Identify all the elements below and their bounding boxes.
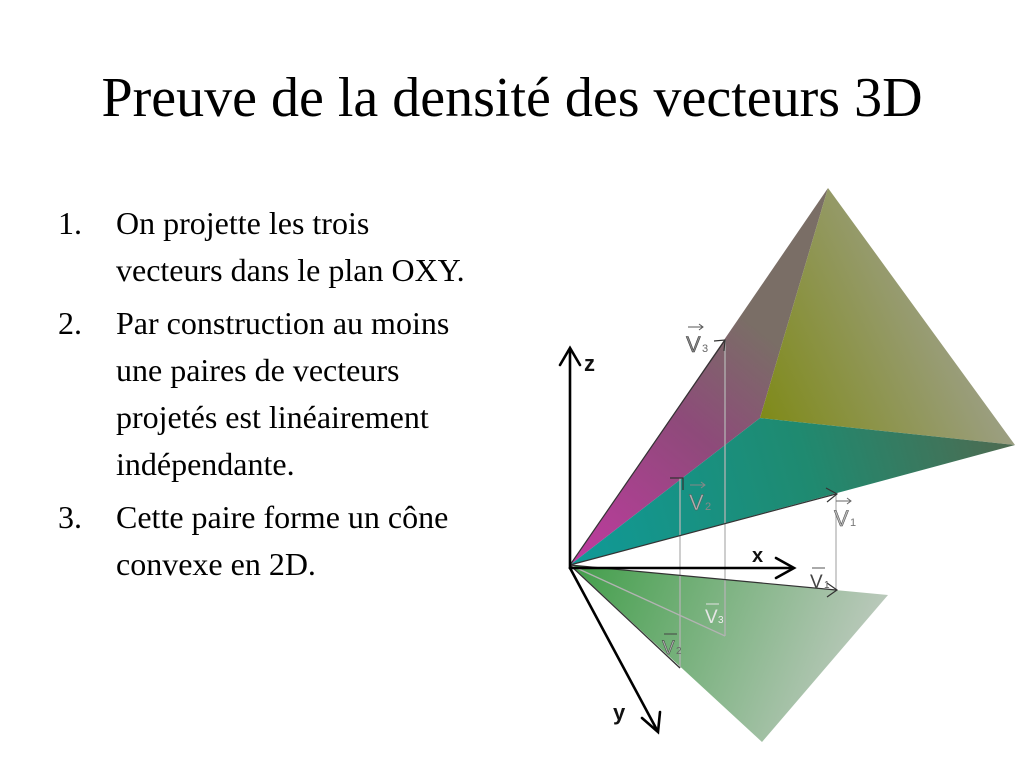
v3-letter: V [686, 332, 701, 357]
v2-proj-index: 2 [676, 646, 682, 657]
x-axis-label: x [752, 545, 764, 567]
cone-face-top [760, 188, 1015, 445]
step-text: On projette les trois vecteurs dans le plan OXY. [116, 205, 465, 288]
v3-index: 3 [702, 343, 709, 355]
z-axis-label: z [584, 351, 595, 376]
v1-letter: V [834, 506, 849, 531]
step-text: Par construction au moins une paires de vecteurs projetés est linéairement indépendante. [116, 305, 450, 482]
v1-index: 1 [850, 517, 857, 529]
proof-steps-list [58, 200, 478, 594]
proof-step-3 [58, 494, 478, 588]
y-axis-label: y [613, 700, 626, 725]
step-number: 3. [58, 499, 82, 535]
v2-letter: V [689, 490, 704, 515]
v1-proj-letter: V [810, 572, 823, 593]
vector-label-v3 [686, 324, 708, 357]
v2-proj-letter: V [662, 638, 675, 659]
step-text: Cette paire forme un cône convexe en 2D. [116, 499, 449, 582]
projected-label-v1 [810, 568, 830, 593]
step-number: 2. [58, 305, 82, 341]
v3-proj-index: 3 [718, 615, 724, 626]
vector-label-v1 [834, 498, 856, 531]
v3-proj-letter: V [705, 607, 718, 628]
v1-proj-index: 1 [824, 580, 830, 591]
proof-step-2 [58, 300, 478, 488]
step-number: 1. [58, 205, 82, 241]
proof-step-1 [58, 200, 478, 294]
v2-index: 2 [705, 501, 712, 513]
slide-title: Preuve de la densité des vecteurs 3D [101, 67, 923, 129]
vector-cone-figure [540, 180, 1020, 760]
